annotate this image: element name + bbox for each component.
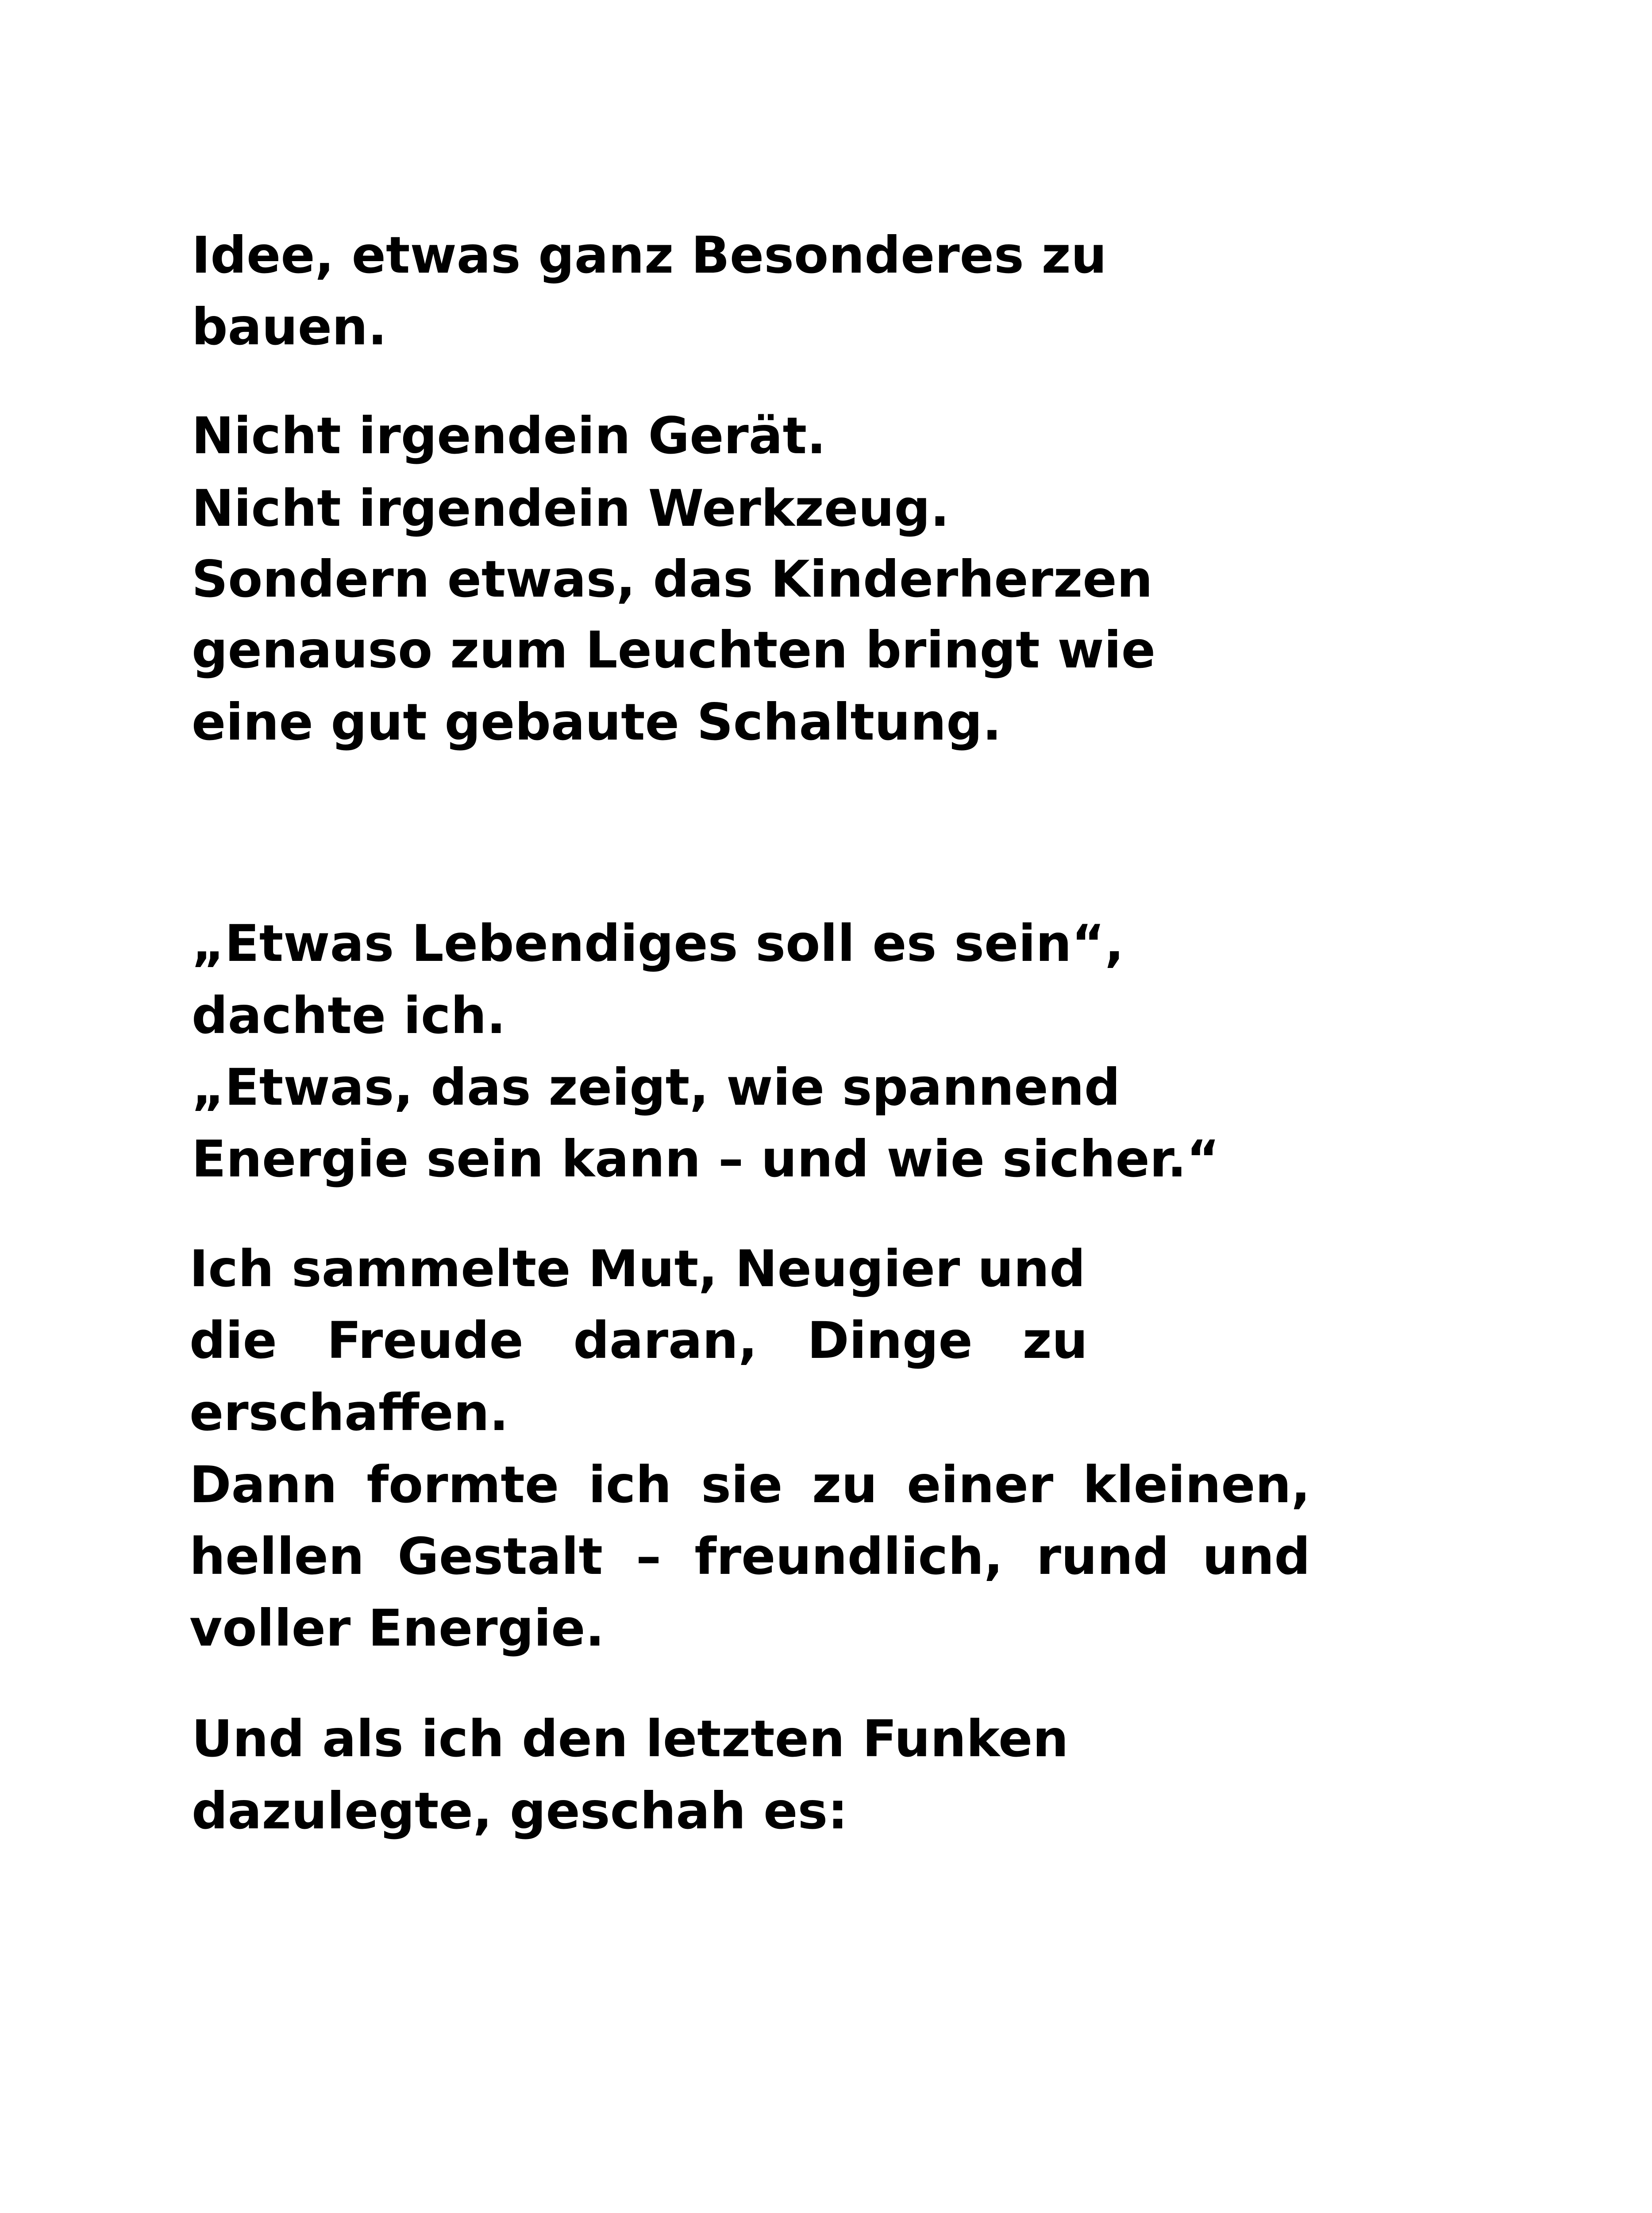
text-line: dachte ich. [192,986,506,1045]
text-line: bauen. [192,297,387,356]
word: die [189,1311,277,1370]
text-line: erschaffen. [189,1383,509,1442]
word: Freude [327,1311,524,1370]
word: ich [588,1455,672,1514]
word: Dann [189,1455,337,1514]
word: – [636,1527,662,1586]
text-line: „Etwas, das zeigt, wie spannend [192,1058,1121,1117]
text-line: genauso zum Leuchten bringt wie [192,621,1156,679]
text-line: Und als ich den letzten Funken [192,1709,1069,1768]
text-line: Nicht irgendein Werkzeug. [192,479,950,538]
text-line: „Etwas Lebendiges soll es sein“, [192,914,1124,973]
word: freundlich, [694,1527,1003,1586]
text-line: Sondern etwas, das Kinderherzen [192,550,1153,609]
justified-text-line [189,1527,1310,1586]
word: formte [366,1455,559,1514]
word: sie [701,1455,783,1514]
justified-text-line [189,1455,1310,1514]
word: hellen [189,1527,365,1586]
text-line: Energie sein kann – und wie sicher.“ [192,1130,1220,1188]
word: Dinge [807,1311,973,1370]
text-line: Ich sammelte Mut, Neugier und [189,1239,1086,1298]
justified-text-line [189,1311,1088,1370]
text-line: dazulegte, geschah es: [192,1781,848,1840]
word: rund [1036,1527,1169,1586]
text-line: voller Energie. [189,1599,605,1658]
word: einer [907,1455,1054,1514]
word: daran, [573,1311,758,1370]
word: zu [1022,1311,1088,1370]
text-line: Idee, etwas ganz Besonderes zu [192,226,1107,285]
word: zu [812,1455,878,1514]
text-line: eine gut gebaute Schaltung. [192,693,1002,752]
word: Gestalt [397,1527,603,1586]
text-line: Nicht irgendein Gerät. [192,406,826,465]
word: und [1202,1527,1310,1586]
word: kleinen, [1082,1455,1310,1514]
